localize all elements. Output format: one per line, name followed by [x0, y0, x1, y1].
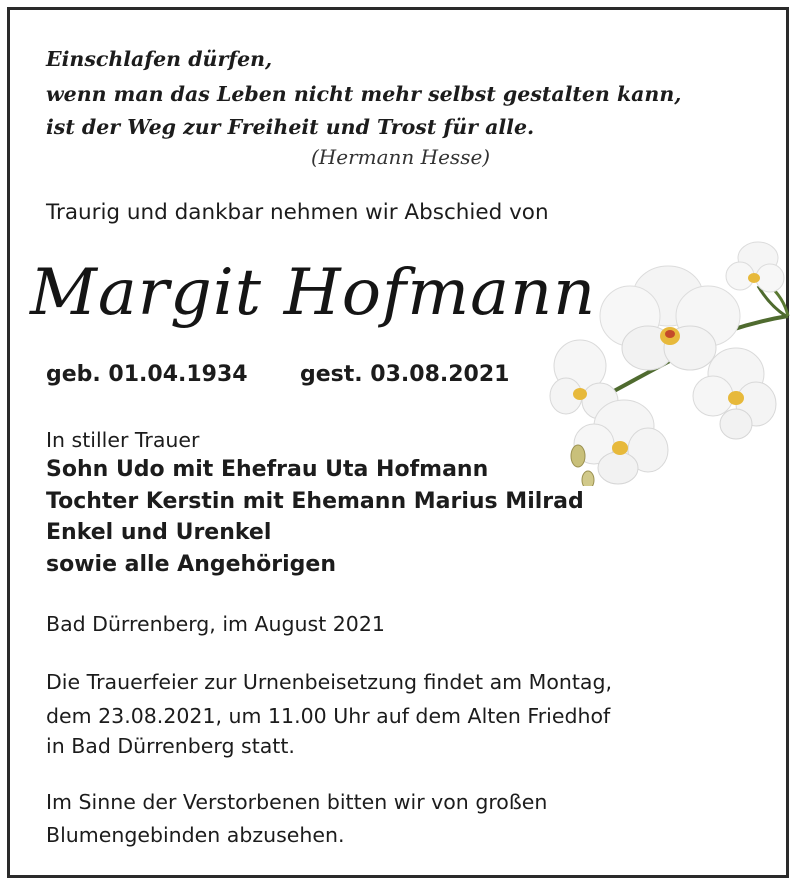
death-date: gest. 03.08.2021 — [300, 362, 510, 387]
mourner-line: sowie alle Angehörigen — [46, 552, 337, 577]
orchid-flowers-icon — [548, 236, 794, 486]
birth-date: geb. 01.04.1934 — [46, 362, 248, 387]
request-line-2: Blumengebinden abzusehen. — [46, 823, 345, 847]
deceased-name: Margit Hofmann — [30, 256, 597, 330]
ceremony-line-2: dem 23.08.2021, um 11.00 Uhr auf dem Alten Friedhof — [46, 704, 611, 728]
mourning-intro: In stiller Trauer — [46, 428, 200, 452]
quote-line-2: wenn man das Leben nicht mehr selbst gestalten kann, — [46, 82, 682, 106]
request-line-1: Im Sinne der Verstorbenen bitten wir von großen — [46, 790, 548, 814]
quote-line-1: Einschlafen dürfen, — [46, 47, 273, 71]
ceremony-line-1: Die Trauerfeier zur Urnenbeisetzung findet am Montag, — [46, 670, 613, 694]
mourner-line: Tochter Kerstin mit Ehemann Marius Milrad — [46, 489, 584, 514]
quote-line-3: ist der Weg zur Freiheit und Trost für alle. — [46, 115, 535, 139]
farewell-intro: Traurig und dankbar nehmen wir Abschied von — [46, 200, 549, 225]
ceremony-line-3: in Bad Dürrenberg statt. — [46, 734, 295, 758]
quote-author: (Hermann Hesse) — [311, 145, 491, 169]
place-date: Bad Dürrenberg, im August 2021 — [46, 612, 385, 636]
mourner-line: Enkel und Urenkel — [46, 520, 272, 545]
mourner-line: Sohn Udo mit Ehefrau Uta Hofmann — [46, 457, 489, 482]
